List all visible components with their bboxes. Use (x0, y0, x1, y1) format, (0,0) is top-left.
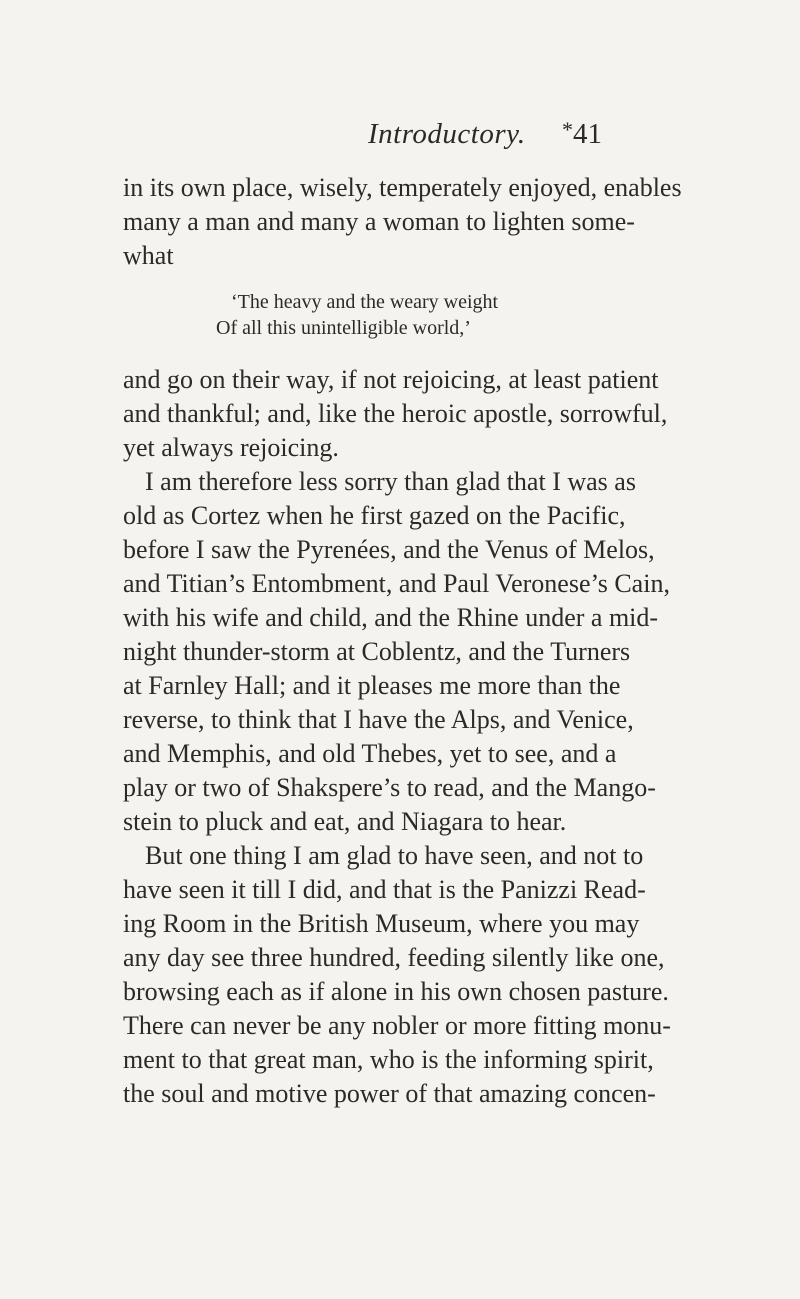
book-page: Introductory. *41 in its own place, wisely, temperately enjoyed, enables many a man and many a woman to lighten some- what ‘The heavy and the weary weight Of all this unintelligible world,’ and go on their way, if not rejoicing, at least patient and thankful; and, like the heroic apostle, sorrowful, yet always rejoicing. I am therefore less sorry than glad that I was as old as Cortez when he first gazed on the Pacific, before I saw the Pyrenées, and the Venus of Melos, and Titian’s Entombment, and Paul Veronese’s Cain, with his wife and child, and the Rhine under a mid- night thunder-storm at Coblentz, and the Turners at Farnley Hall; and it pleases me more than the reverse, to think that I have the Alps, and Venice, and Memphis, and old Thebes, yet to see, and a play or two of Shakspere’s to read, and the Mango- stein to pluck and eat, and Niagara to hear. But one thing I am glad to have seen, and not to have seen it till I did, and that is the Panizzi Read- ing Room in the British Museum, where you may any day see three hundred, feeding silently like one, browsing each as if alone in his own chosen pasture. There can never be any nobler or more fitting monu- ment to that great man, who is the informing spirit, the soul and motive power of that amazing concen- (0, 0, 800, 1299)
running-head (0, 118, 800, 158)
folio-star: * (562, 117, 573, 142)
folio-number: 41 (573, 118, 602, 150)
page-number (562, 118, 602, 151)
running-title: Introductory. (368, 118, 526, 150)
